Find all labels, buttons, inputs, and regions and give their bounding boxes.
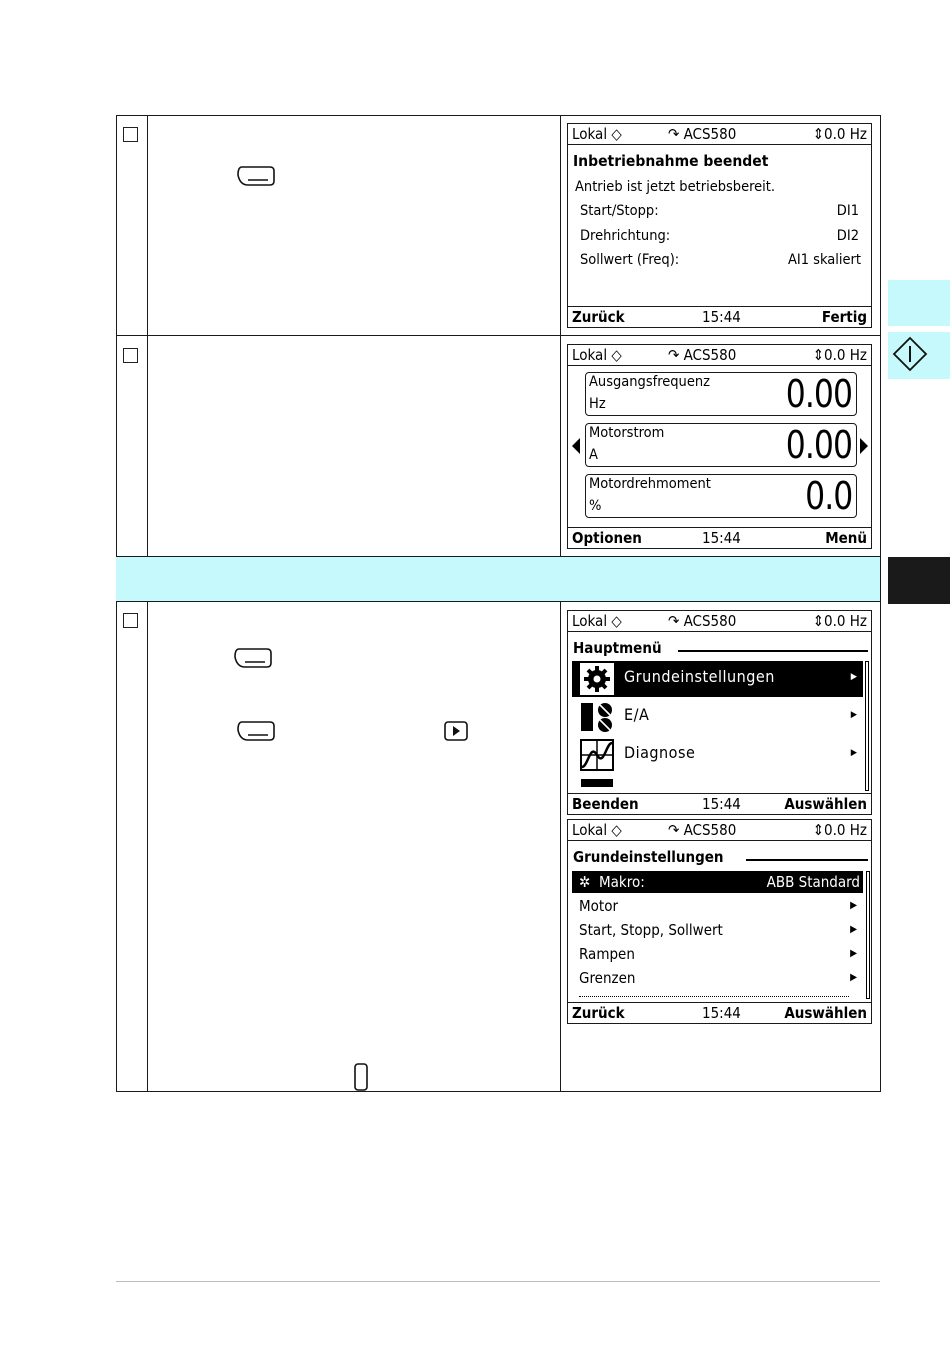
- gear-icon: [580, 663, 614, 695]
- value-label: Ausgangsfrequenz: [589, 374, 710, 390]
- mode-label: Lokal: [572, 125, 608, 143]
- title-rule: [746, 859, 868, 861]
- panel-screen-main-menu: [567, 610, 872, 815]
- updown-icon: ⇕: [812, 821, 825, 839]
- value-label: Motorstrom: [589, 425, 665, 441]
- clock: 15:44: [702, 529, 741, 547]
- frequency-label: 0.0 Hz: [824, 821, 867, 839]
- local-icon: ◇: [607, 125, 622, 143]
- scrollbar[interactable]: [865, 661, 869, 791]
- mode-label: Lokal: [572, 821, 608, 839]
- device-label: ACS580: [683, 821, 737, 839]
- image-column-divider-a: [560, 115, 561, 556]
- local-icon: ◇: [607, 346, 622, 364]
- row-divider-3: [116, 601, 881, 602]
- menu-item-label: Makro:: [599, 873, 645, 891]
- menu-item-label: Grenzen: [579, 969, 636, 987]
- start-diamond-icon: [888, 332, 950, 379]
- menu-item-label: Grundeinstellungen: [624, 667, 775, 686]
- softkey-icon: [236, 165, 276, 187]
- page-footer-rule: [116, 1281, 880, 1282]
- device-label: ACS580: [683, 125, 737, 143]
- softkey-bar: [568, 1002, 871, 1023]
- panel-screen-basic-settings: [567, 819, 872, 1024]
- arrow-right-key-icon: [444, 721, 468, 741]
- status-bar: [568, 124, 871, 145]
- row-divider-1: [116, 335, 881, 336]
- panel-screen-home-view: [567, 344, 872, 549]
- menu-item-grenzen[interactable]: [572, 967, 863, 989]
- value-box: [585, 423, 857, 467]
- menu-item-motor[interactable]: [572, 895, 863, 917]
- local-icon: ◇: [607, 821, 622, 839]
- value-number: 0.00: [785, 423, 852, 467]
- menu-item-ea[interactable]: [572, 699, 863, 735]
- frequency-label: 0.0 Hz: [824, 612, 867, 630]
- value-unit: Hz: [589, 396, 606, 412]
- right-softkey[interactable]: Fertig: [821, 308, 867, 326]
- menu-item-grundeinstellungen[interactable]: [572, 661, 863, 697]
- clock: 15:44: [702, 795, 741, 813]
- mode-label: Lokal: [572, 346, 608, 364]
- submenu-arrow-icon: ▶: [850, 748, 857, 758]
- value-unit: %: [589, 498, 602, 514]
- softkey-bar: [568, 527, 871, 548]
- checkbox-column-divider-b: [147, 601, 148, 1092]
- arrow-right-icon: [858, 437, 870, 455]
- menu-item-diagnose[interactable]: [572, 737, 863, 773]
- table-top-border: [116, 115, 881, 116]
- row-label: Start/Stopp:: [580, 203, 659, 219]
- right-softkey[interactable]: Menü: [825, 529, 867, 547]
- value-number: 0.0: [804, 474, 852, 518]
- left-softkey[interactable]: Zurück: [572, 308, 625, 326]
- submenu-arrow-icon: ▶: [850, 710, 857, 720]
- status-bar: [568, 611, 871, 632]
- arrow-left-icon: [570, 437, 582, 455]
- device-label: ACS580: [683, 612, 737, 630]
- checkbox-column-divider-a: [147, 115, 148, 556]
- menu-item-rampen[interactable]: [572, 943, 863, 965]
- submenu-arrow-icon: ▶: [850, 972, 857, 983]
- status-bar: [568, 345, 871, 366]
- submenu-arrow-icon: ▶: [850, 672, 857, 682]
- screen-title: Hauptmenü: [573, 639, 662, 657]
- local-icon: ◇: [607, 612, 622, 630]
- rotation-icon: ↷: [668, 612, 684, 630]
- chapter-tab-dark: [888, 557, 950, 604]
- frequency-label: 0.0 Hz: [824, 346, 867, 364]
- value-unit: A: [589, 447, 598, 463]
- status-bar: [568, 820, 871, 841]
- partial-menu-item: [579, 996, 849, 1000]
- title-rule: [678, 650, 868, 652]
- updown-icon: ⇕: [812, 346, 825, 364]
- image-column-divider-b: [560, 601, 561, 1092]
- screen-subtitle: Antrieb ist jetzt betriebsbereit.: [575, 179, 776, 195]
- rotation-icon: ↷: [668, 821, 684, 839]
- softkey-icon: [236, 720, 276, 742]
- value-box: [585, 372, 857, 416]
- menu-item-label: Rampen: [579, 945, 635, 963]
- menu-item-label: E/A: [624, 705, 650, 724]
- start-tab: [888, 332, 950, 379]
- io-icon: [580, 701, 614, 733]
- submenu-arrow-icon: ▶: [850, 924, 857, 935]
- softkey-icon: [233, 647, 273, 669]
- screen-title: Inbetriebnahme beendet: [573, 152, 769, 170]
- section-banner: [116, 557, 880, 601]
- clock: 15:44: [702, 308, 741, 326]
- left-softkey[interactable]: Beenden: [572, 795, 639, 813]
- row-value: AI1 skaliert: [787, 252, 861, 268]
- clock: 15:44: [702, 1004, 741, 1022]
- step-checkbox-3[interactable]: [123, 613, 138, 628]
- submenu-arrow-icon: ▶: [850, 948, 857, 959]
- table-right-border: [880, 115, 881, 1092]
- value-label: Motordrehmoment: [589, 476, 711, 492]
- menu-item-label: Diagnose: [624, 743, 696, 762]
- updown-icon: ⇕: [812, 125, 825, 143]
- wave-icon: [580, 739, 614, 771]
- menu-item-makro[interactable]: [572, 871, 863, 893]
- menu-item-label: Motor: [579, 897, 618, 915]
- partial-menu-item: [581, 779, 613, 787]
- table-left-border: [116, 115, 117, 1092]
- menu-item-value: ABB Standard: [766, 873, 860, 891]
- menu-item-label: Start, Stopp, Sollwert: [579, 921, 723, 939]
- rotation-icon: ↷: [668, 125, 684, 143]
- right-softkey[interactable]: Auswählen: [784, 795, 867, 813]
- row-value: DI1: [836, 203, 859, 219]
- updown-icon: ⇕: [812, 612, 825, 630]
- mode-label: Lokal: [572, 612, 608, 630]
- rotation-icon: ↷: [668, 346, 684, 364]
- row-label: Sollwert (Freq):: [580, 252, 680, 268]
- menu-item-start-stopp-sollwert[interactable]: [572, 919, 863, 941]
- submenu-arrow-icon: ▶: [850, 900, 857, 911]
- value-number: 0.00: [785, 372, 852, 416]
- left-softkey[interactable]: Optionen: [572, 529, 642, 547]
- chapter-tab: [888, 280, 950, 326]
- device-label: ACS580: [683, 346, 737, 364]
- row-label: Drehrichtung:: [580, 228, 671, 244]
- screen-title: Grundeinstellungen: [573, 848, 724, 866]
- scrollbar[interactable]: [866, 871, 870, 999]
- panel-screen-commissioning-done: [567, 123, 872, 328]
- value-box: [585, 474, 857, 518]
- step-checkbox-1[interactable]: [123, 127, 138, 142]
- step-checkbox-2[interactable]: [123, 348, 138, 363]
- softkey-bar: [568, 306, 871, 327]
- help-key-icon: [353, 1063, 369, 1091]
- row-value: DI2: [836, 228, 859, 244]
- left-softkey[interactable]: Zurück: [572, 1004, 625, 1022]
- table-bottom-border: [116, 1091, 881, 1092]
- frequency-label: 0.0 Hz: [824, 125, 867, 143]
- softkey-bar: [568, 793, 871, 814]
- wizard-icon: ✲: [579, 873, 591, 891]
- right-softkey[interactable]: Auswählen: [784, 1004, 867, 1022]
